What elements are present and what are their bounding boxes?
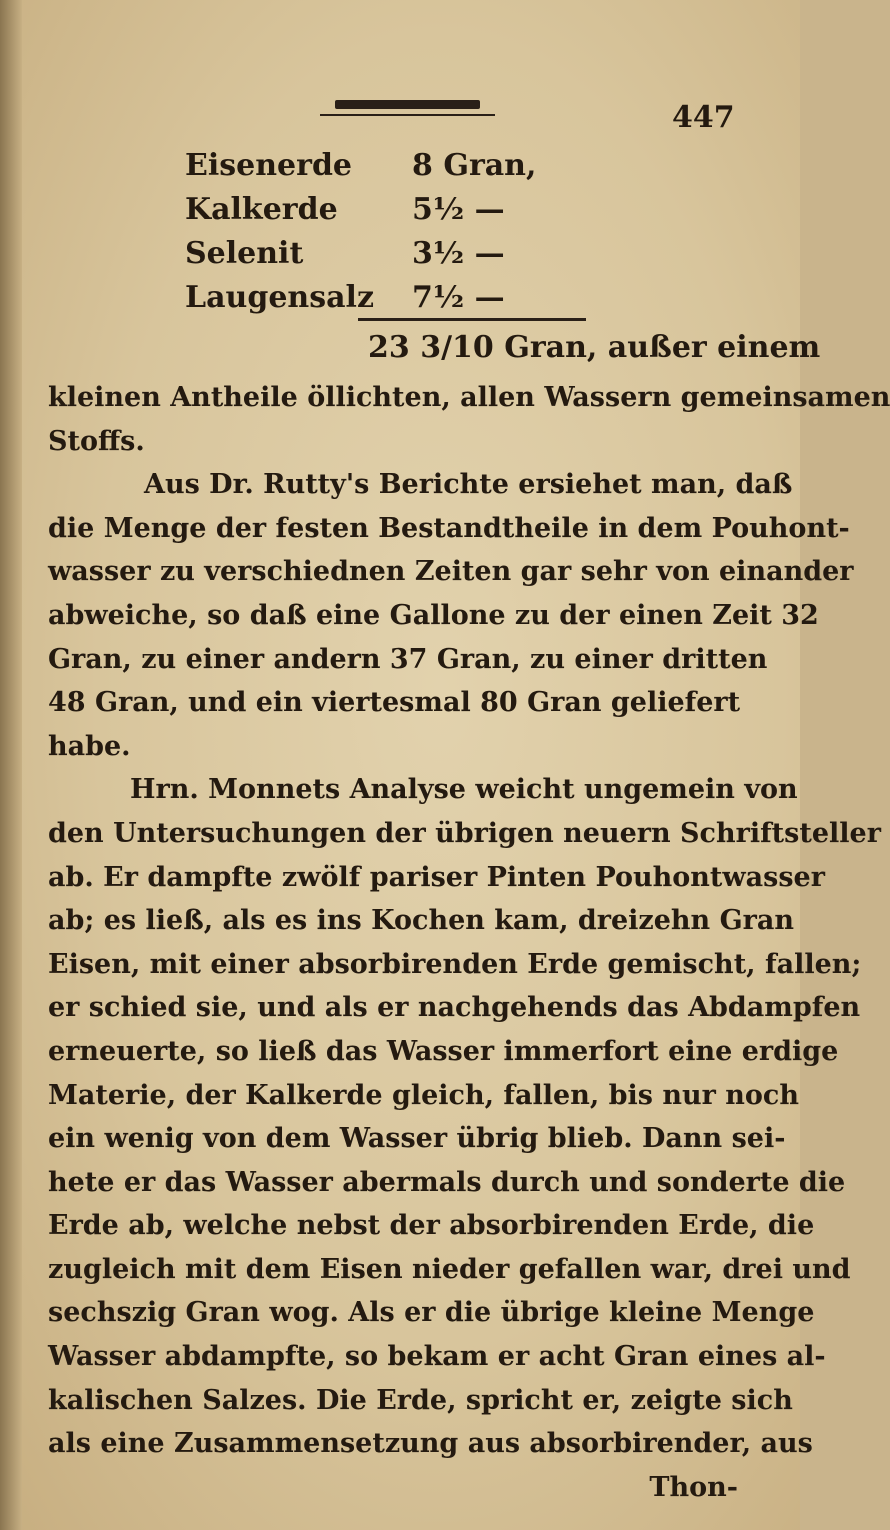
table-row-value: 7½ — (412, 280, 505, 315)
sum-line: 23 3/10 Gran, außer einem (368, 330, 821, 365)
text-line: den Untersuchungen der übrigen neuern Schriftsteller (48, 817, 881, 849)
text-line: ein wenig von dem Wasser übrig blieb. Dann sei- (48, 1123, 786, 1155)
text-line: als eine Zusammensetzung aus absorbirender, aus (48, 1428, 813, 1460)
page-number: 447 (672, 100, 735, 135)
text-line: Eisen, mit einer absorbirenden Erde gemischt, fallen; (48, 948, 862, 980)
header-ornament-rule (335, 100, 480, 109)
table-row-value: 3½ — (412, 236, 505, 271)
text-line: Hrn. Monnets Analyse weicht ungemein von (130, 774, 798, 806)
table-row-name: Laugensalz (185, 280, 374, 315)
header-thin-rule (320, 114, 495, 116)
table-row-name: Kalkerde (185, 192, 338, 227)
table-row-name: Eisenerde (185, 148, 353, 183)
text-line: kalischen Salzes. Die Erde, spricht er, zeigte sich (48, 1384, 793, 1416)
text-line: ab. Er dampfte zwölf pariser Pinten Pouhontwasser (48, 861, 825, 893)
text-line: Stoffs. (48, 425, 145, 457)
page-edge-shadow (0, 0, 22, 1530)
table-row-value: 8 Gran, (412, 148, 537, 183)
catchword: Thon- (649, 1471, 738, 1503)
text-line: Gran, zu einer andern 37 Gran, zu einer dritten (48, 643, 768, 675)
text-line: wasser zu verschiednen Zeiten gar sehr von einander (48, 556, 854, 588)
table-row-value: 5½ — (412, 192, 505, 227)
table-row (160, 148, 537, 192)
text-line: abweiche, so daß eine Gallone zu der einen Zeit 32 (48, 599, 819, 631)
text-line: hete er das Wasser abermals durch und sonderte die (48, 1166, 846, 1198)
text-line: zugleich mit dem Eisen nieder gefallen war, drei und (48, 1253, 851, 1285)
text-line: Aus Dr. Rutty's Berichte ersiehet man, daß (144, 469, 793, 501)
text-line: er schied sie, und als er nachgehends das Abdampfen (48, 992, 861, 1024)
text-line: Erde ab, welche nebst der absorbirenden Erde, die (48, 1210, 815, 1242)
text-line: ab; es ließ, als es ins Kochen kam, dreizehn Gran (48, 905, 794, 937)
table-row (160, 236, 520, 280)
text-line: Wasser abdampfte, so bekam er acht Gran eines al- (48, 1341, 826, 1373)
text-line: erneuerte, so ließ das Wasser immerfort eine erdige (48, 1035, 839, 1067)
sum-rule (358, 318, 586, 321)
text-line: die Menge der festen Bestandtheile in dem Pouhont- (48, 512, 850, 544)
text-line: habe. (48, 730, 131, 762)
text-line: Materie, der Kalkerde gleich, fallen, bis nur noch (48, 1079, 799, 1111)
composition-table (160, 148, 537, 324)
text-line: 48 Gran, und ein viertesmal 80 Gran geliefert (48, 687, 741, 719)
table-row-name: Selenit (185, 236, 304, 271)
text-line: kleinen Antheile öllichten, allen Wassern gemeinsamen (48, 382, 890, 413)
text-line: sechszig Gran wog. Als er die übrige kleine Menge (48, 1297, 815, 1329)
body-text (48, 376, 890, 1509)
table-row (160, 192, 520, 236)
